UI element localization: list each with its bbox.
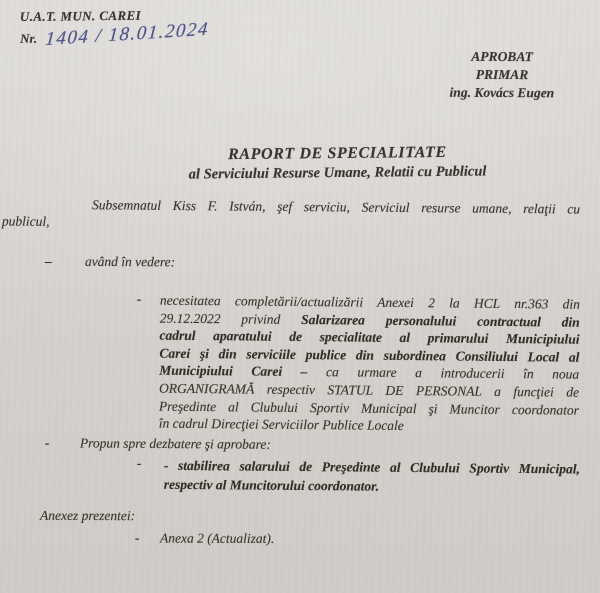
salary-bullet	[0, 454, 600, 494]
intro-paragraph	[2, 195, 580, 234]
doc-number-handwritten: 1404 / 18.01.2024	[44, 18, 210, 51]
line-text: Preşedinte al Clubului Sportiv Municipal şi Muncitor coordonator	[158, 398, 579, 418]
necessity-bullet	[0, 290, 600, 434]
dash-bullet: -	[134, 530, 140, 546]
line-text: ORGANIGRAMĂ respectiv STATUL DE PERSONAL a funcţiei de	[159, 380, 580, 400]
document-subtitle: al Serviciului Resurse Umane, Relatii cu Publicul	[188, 163, 487, 183]
org-name: U.A.T. MUN. CAREI	[19, 7, 142, 24]
approval-word: APROBAT	[471, 48, 533, 65]
paragraph-line: - stabilirea salarului de Preşedinte al Clubului Sportiv Municipal,	[163, 457, 580, 477]
annex-item-text: Anexa 2 (Actualizat).	[159, 530, 275, 546]
annex-item-line	[0, 530, 600, 546]
line-text-bold: Carei şi din serviciile publice din subordinea Consiliului Local al	[159, 345, 580, 365]
intro-line-2: publicul,	[1, 213, 50, 229]
line-text: în cadrul Direcţiei Serviciilor Publice Locale	[158, 415, 404, 434]
line-text: ca urmare a introducerii în noua	[325, 364, 580, 383]
line-text-bold: Salarizarea personalului contractual din	[301, 311, 580, 330]
title-block	[75, 142, 600, 184]
annex-intro: Anexez prezentei:	[39, 507, 136, 524]
registration-number-row	[20, 18, 210, 51]
approval-block	[420, 48, 584, 103]
necessity-paragraph	[159, 292, 580, 437]
paragraph-line: respectiv al Muncitorului coordonator.	[163, 476, 380, 494]
approver-role: PRIMAR	[475, 66, 529, 83]
line-text-bold: cadrul aparatului de specialitate al primarului Municipiului	[159, 327, 580, 347]
line-text: 29.12.2022 privind	[159, 310, 302, 327]
intro-line-1: Subsemnatul Kiss F. István, şef serviciu, Serviciul resurse umane, relaţii cu	[92, 197, 581, 217]
dash-bullet: -	[136, 291, 142, 307]
document-header	[20, 7, 209, 49]
line-text: necesitatea completării/actualizării Anexei 2 la HCL nr.363 din	[159, 292, 580, 312]
line-text-bold: Municipiului Carei –	[159, 363, 327, 380]
salary-paragraph	[164, 456, 580, 498]
dash-bullet: -	[44, 435, 50, 451]
having-in-view-line	[0, 253, 600, 270]
doc-number-label: Nr.	[20, 30, 38, 46]
dash-bullet: –	[44, 253, 52, 269]
approver-name: ing. Kovács Eugen	[449, 84, 555, 101]
propose-text: Propun spre dezbatere şi aprobare:	[79, 435, 271, 452]
document-title: RAPORT DE SPECIALITATE	[228, 143, 447, 164]
having-in-view-text: având în vedere:	[84, 253, 176, 270]
dash-bullet: -	[136, 455, 142, 471]
